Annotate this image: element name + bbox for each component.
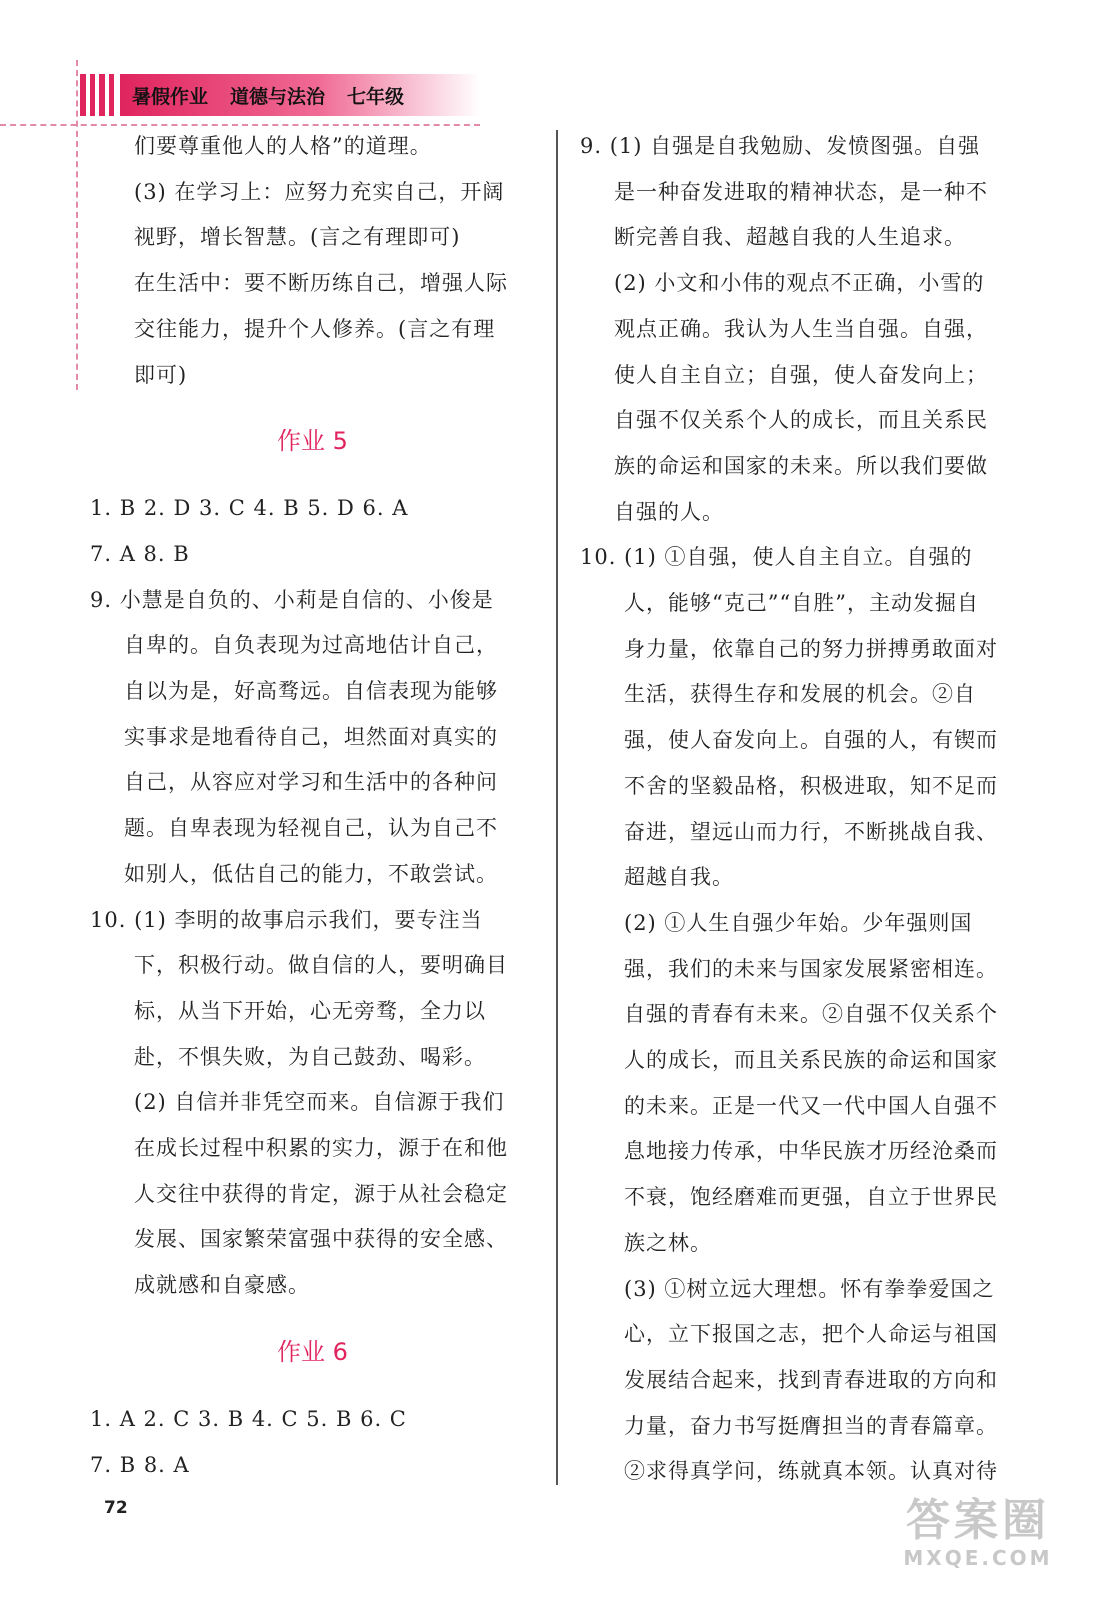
text-line: 们要尊重他人的人格”的道理。 [134, 134, 432, 158]
text-line: (2) 自信并非凭空而来。自信源于我们 [134, 1090, 505, 1115]
text-line: 是一种奋发进取的精神状态，是一种不 [614, 179, 988, 204]
text-line: 心，立下报国之志，把个人命运与祖国 [624, 1322, 998, 1347]
text-line: 赴，不惧失败，为自己鼓劲、喝彩。 [134, 1044, 486, 1069]
text-line: 交往能力，提升个人修养。(言之有理 [134, 316, 496, 341]
text-line: 的未来。正是一代又一代中国人自强不 [624, 1093, 998, 1118]
text-line: 人交往中获得的肯定，源于从社会稳定 [134, 1181, 508, 1206]
text-line: 视野，增长智慧。(言之有理即可) [134, 225, 461, 250]
text-line: 强，使人奋发向上。自强的人，有锲而 [624, 728, 998, 753]
text-line: (3) ①树立远大理想。怀有拳拳爱国之 [624, 1276, 995, 1301]
text-line: 10. (1) 李明的故事启示我们，要专注当 [90, 907, 483, 932]
page-number: 72 [104, 1498, 128, 1518]
text-line: 人的成长，而且关系民族的命运和国家 [624, 1048, 998, 1073]
watermark-logo [883, 1496, 1073, 1586]
text-line: 实事求是地看待自己，坦然面对真实的 [124, 724, 498, 749]
section-title-5: 作业 5 [277, 427, 348, 456]
mc-answer-line: 1. B 2. D 3. C 4. B 5. D 6. A [90, 496, 409, 521]
text-line: 观点正确。我认为人生当自强。自强， [614, 316, 988, 341]
text-line: ②求得真学问，练就真本领。认真对待 [624, 1459, 998, 1484]
text-line: 下，积极行动。做自信的人，要明确目 [134, 953, 508, 978]
left-column [90, 124, 535, 1488]
grade-title: 七年级 [347, 85, 405, 108]
text-line: (3) 在学习上：应努力充实自己，开阔 [134, 179, 505, 204]
text-line: 在成长过程中积累的实力，源于在和他 [134, 1136, 508, 1161]
subject-title: 道德与法治 [230, 85, 326, 108]
text-line: 自强的人。 [614, 499, 724, 524]
text-line: 自卑的。自负表现为过高地估计自己， [124, 633, 498, 658]
column-divider [556, 130, 558, 1485]
section-5-answers [90, 486, 535, 1309]
banner-text [120, 74, 480, 116]
text-line: 题。自卑表现为轻视自己，认为自己不 [124, 816, 498, 841]
right-q10-answers [580, 535, 1025, 1495]
text-line: 族之林。 [624, 1230, 712, 1255]
text-line: 标，从当下开始，心无旁骛，全力以 [134, 998, 486, 1023]
text-line: 即可) [134, 362, 188, 387]
watermark-glyphs: 答案圈 [906, 1495, 1050, 1546]
text-line: 息地接力传承，中华民族才历经沧桑而 [624, 1139, 998, 1164]
text-line: 自以为是，好高骛远。自信表现为能够 [124, 679, 498, 704]
text-line: 自强的青春有未来。②自强不仅关系个 [624, 1002, 998, 1027]
text-line: 生活，获得生存和发展的机会。②自 [624, 682, 976, 707]
text-line: 力量，奋力书写挺膺担当的青春篇章。 [624, 1413, 998, 1438]
text-line: 超越自我。 [624, 865, 734, 890]
text-line: 使人自主自立；自强，使人奋发向上； [614, 362, 988, 387]
section-6-answers [90, 1397, 535, 1488]
text-line: 成就感和自豪感。 [134, 1273, 310, 1298]
header-vertical-dash [76, 60, 78, 390]
text-line: 在生活中：要不断历练自己，增强人际 [134, 271, 508, 296]
text-line: 族的命运和国家的未来。所以我们要做 [614, 453, 988, 478]
watermark-url: MXQE.COM [903, 1546, 1053, 1570]
text-line: (2) ①人生自强少年始。少年强则国 [624, 910, 973, 935]
text-line: 发展结合起来，找到青春进取的方向和 [624, 1367, 998, 1392]
text-line: 不舍的坚毅品格，积极进取，知不足而 [624, 773, 998, 798]
header-banner [80, 74, 480, 116]
text-line: 断完善自我、超越自我的人生追求。 [614, 225, 966, 250]
text-line: 不衰，饱经磨难而更强，自立于世界民 [624, 1185, 998, 1210]
text-line: 自己，从容应对学习和生活中的各种问 [124, 770, 498, 795]
mc-answer-line: 7. A 8. B [90, 541, 190, 566]
left-top-answers [90, 124, 535, 398]
right-q9-answers [580, 124, 1025, 535]
text-line: 强，我们的未来与国家发展紧密相连。 [624, 956, 998, 981]
section-title-6: 作业 6 [277, 1337, 348, 1366]
text-line: 身力量，依靠自己的努力拼搏勇敢面对 [624, 636, 998, 661]
text-line: 如别人，低估自己的能力，不敢尝试。 [124, 861, 498, 886]
banner-stripes [80, 74, 114, 116]
mc-answer-line: 7. B 8. A [90, 1452, 190, 1477]
text-line: (2) 小文和小伟的观点不正确，小雪的 [614, 271, 985, 296]
text-line: 人，能够“克己”“自胜”，主动发掘自 [624, 591, 979, 616]
text-line: 发展、国家繁荣富强中获得的安全感、 [134, 1227, 508, 1252]
right-column [580, 124, 1025, 1495]
text-line: 9. 小慧是自负的、小莉是自信的、小俊是 [90, 587, 494, 612]
mc-answer-line: 1. A 2. C 3. B 4. C 5. B 6. C [90, 1406, 407, 1431]
book-title: 暑假作业 [132, 85, 209, 108]
text-line: 自强不仅关系个人的成长，而且关系民 [614, 408, 988, 433]
text-line: 9. (1) 自强是自我勉励、发愤图强。自强 [580, 134, 981, 158]
text-line: 10. (1) ①自强，使人自主自立。自强的 [580, 545, 973, 570]
text-line: 奋进，望远山而力行，不断挑战自我、 [624, 819, 998, 844]
